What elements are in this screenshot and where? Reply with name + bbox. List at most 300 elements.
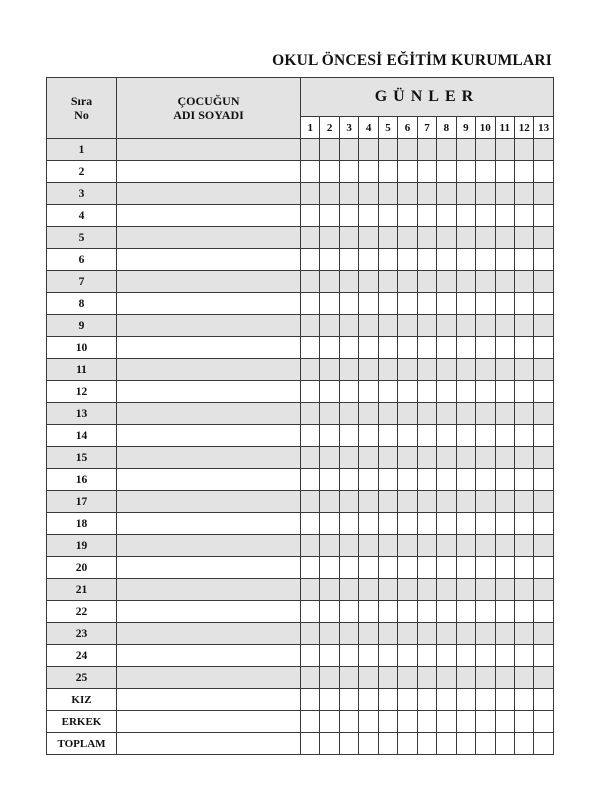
attendance-cell[interactable] bbox=[359, 579, 378, 601]
attendance-cell[interactable] bbox=[339, 381, 358, 403]
attendance-cell[interactable] bbox=[320, 293, 339, 315]
attendance-cell[interactable] bbox=[378, 425, 397, 447]
attendance-cell[interactable] bbox=[359, 359, 378, 381]
attendance-cell[interactable] bbox=[378, 623, 397, 645]
attendance-cell[interactable] bbox=[514, 601, 533, 623]
attendance-cell[interactable] bbox=[495, 271, 514, 293]
attendance-cell[interactable] bbox=[398, 359, 417, 381]
attendance-cell[interactable] bbox=[476, 359, 495, 381]
attendance-cell[interactable] bbox=[534, 469, 553, 491]
summary-count-cell[interactable] bbox=[339, 689, 358, 711]
attendance-cell[interactable] bbox=[456, 227, 475, 249]
attendance-cell[interactable] bbox=[456, 469, 475, 491]
attendance-cell[interactable] bbox=[320, 139, 339, 161]
attendance-cell[interactable] bbox=[495, 447, 514, 469]
attendance-cell[interactable] bbox=[378, 535, 397, 557]
attendance-cell[interactable] bbox=[301, 557, 320, 579]
attendance-cell[interactable] bbox=[301, 183, 320, 205]
attendance-cell[interactable] bbox=[476, 315, 495, 337]
attendance-cell[interactable] bbox=[301, 623, 320, 645]
attendance-cell[interactable] bbox=[514, 249, 533, 271]
child-name-cell[interactable] bbox=[117, 579, 301, 601]
attendance-cell[interactable] bbox=[301, 645, 320, 667]
attendance-cell[interactable] bbox=[514, 227, 533, 249]
summary-count-cell[interactable] bbox=[301, 689, 320, 711]
attendance-cell[interactable] bbox=[437, 271, 456, 293]
attendance-cell[interactable] bbox=[514, 513, 533, 535]
attendance-cell[interactable] bbox=[398, 601, 417, 623]
attendance-cell[interactable] bbox=[495, 491, 514, 513]
attendance-cell[interactable] bbox=[495, 183, 514, 205]
summary-count-cell[interactable] bbox=[417, 733, 436, 755]
child-name-cell[interactable] bbox=[117, 293, 301, 315]
attendance-cell[interactable] bbox=[495, 667, 514, 689]
attendance-cell[interactable] bbox=[398, 535, 417, 557]
attendance-cell[interactable] bbox=[456, 579, 475, 601]
attendance-cell[interactable] bbox=[495, 425, 514, 447]
attendance-cell[interactable] bbox=[514, 623, 533, 645]
child-name-cell[interactable] bbox=[117, 513, 301, 535]
child-name-cell[interactable] bbox=[117, 667, 301, 689]
attendance-cell[interactable] bbox=[456, 271, 475, 293]
attendance-cell[interactable] bbox=[320, 381, 339, 403]
attendance-cell[interactable] bbox=[456, 315, 475, 337]
attendance-cell[interactable] bbox=[398, 469, 417, 491]
attendance-cell[interactable] bbox=[476, 535, 495, 557]
attendance-cell[interactable] bbox=[514, 447, 533, 469]
attendance-cell[interactable] bbox=[534, 667, 553, 689]
attendance-cell[interactable] bbox=[476, 183, 495, 205]
attendance-cell[interactable] bbox=[339, 513, 358, 535]
attendance-cell[interactable] bbox=[378, 601, 397, 623]
attendance-cell[interactable] bbox=[339, 139, 358, 161]
attendance-cell[interactable] bbox=[495, 403, 514, 425]
attendance-cell[interactable] bbox=[534, 227, 553, 249]
attendance-cell[interactable] bbox=[301, 293, 320, 315]
attendance-cell[interactable] bbox=[378, 469, 397, 491]
attendance-cell[interactable] bbox=[417, 271, 436, 293]
summary-count-cell[interactable] bbox=[514, 711, 533, 733]
attendance-cell[interactable] bbox=[320, 359, 339, 381]
summary-name-cell[interactable] bbox=[117, 689, 301, 711]
attendance-cell[interactable] bbox=[437, 535, 456, 557]
attendance-cell[interactable] bbox=[514, 403, 533, 425]
attendance-cell[interactable] bbox=[456, 139, 475, 161]
attendance-cell[interactable] bbox=[534, 139, 553, 161]
attendance-cell[interactable] bbox=[339, 491, 358, 513]
attendance-cell[interactable] bbox=[301, 205, 320, 227]
attendance-cell[interactable] bbox=[417, 403, 436, 425]
attendance-cell[interactable] bbox=[476, 403, 495, 425]
attendance-cell[interactable] bbox=[417, 337, 436, 359]
summary-count-cell[interactable] bbox=[476, 733, 495, 755]
attendance-cell[interactable] bbox=[359, 557, 378, 579]
attendance-cell[interactable] bbox=[320, 557, 339, 579]
attendance-cell[interactable] bbox=[534, 623, 553, 645]
attendance-cell[interactable] bbox=[476, 667, 495, 689]
child-name-cell[interactable] bbox=[117, 623, 301, 645]
child-name-cell[interactable] bbox=[117, 381, 301, 403]
attendance-cell[interactable] bbox=[398, 315, 417, 337]
attendance-cell[interactable] bbox=[417, 315, 436, 337]
child-name-cell[interactable] bbox=[117, 447, 301, 469]
attendance-cell[interactable] bbox=[398, 425, 417, 447]
attendance-cell[interactable] bbox=[320, 469, 339, 491]
attendance-cell[interactable] bbox=[437, 645, 456, 667]
attendance-cell[interactable] bbox=[417, 183, 436, 205]
attendance-cell[interactable] bbox=[320, 249, 339, 271]
attendance-cell[interactable] bbox=[534, 535, 553, 557]
attendance-cell[interactable] bbox=[359, 139, 378, 161]
attendance-cell[interactable] bbox=[378, 337, 397, 359]
attendance-cell[interactable] bbox=[301, 469, 320, 491]
attendance-cell[interactable] bbox=[534, 161, 553, 183]
summary-count-cell[interactable] bbox=[476, 711, 495, 733]
attendance-cell[interactable] bbox=[534, 425, 553, 447]
attendance-cell[interactable] bbox=[437, 381, 456, 403]
summary-count-cell[interactable] bbox=[359, 689, 378, 711]
attendance-cell[interactable] bbox=[437, 359, 456, 381]
attendance-cell[interactable] bbox=[417, 249, 436, 271]
attendance-cell[interactable] bbox=[398, 623, 417, 645]
attendance-cell[interactable] bbox=[320, 161, 339, 183]
attendance-cell[interactable] bbox=[301, 513, 320, 535]
attendance-cell[interactable] bbox=[437, 667, 456, 689]
attendance-cell[interactable] bbox=[398, 337, 417, 359]
attendance-cell[interactable] bbox=[417, 557, 436, 579]
attendance-cell[interactable] bbox=[514, 667, 533, 689]
attendance-cell[interactable] bbox=[476, 623, 495, 645]
attendance-cell[interactable] bbox=[417, 161, 436, 183]
attendance-cell[interactable] bbox=[417, 667, 436, 689]
attendance-cell[interactable] bbox=[534, 491, 553, 513]
attendance-cell[interactable] bbox=[398, 249, 417, 271]
attendance-cell[interactable] bbox=[514, 425, 533, 447]
attendance-cell[interactable] bbox=[476, 205, 495, 227]
attendance-cell[interactable] bbox=[359, 645, 378, 667]
child-name-cell[interactable] bbox=[117, 469, 301, 491]
child-name-cell[interactable] bbox=[117, 557, 301, 579]
attendance-cell[interactable] bbox=[339, 601, 358, 623]
summary-name-cell[interactable] bbox=[117, 711, 301, 733]
attendance-cell[interactable] bbox=[514, 645, 533, 667]
attendance-cell[interactable] bbox=[378, 139, 397, 161]
attendance-cell[interactable] bbox=[437, 293, 456, 315]
attendance-cell[interactable] bbox=[534, 579, 553, 601]
attendance-cell[interactable] bbox=[320, 447, 339, 469]
child-name-cell[interactable] bbox=[117, 403, 301, 425]
attendance-cell[interactable] bbox=[476, 447, 495, 469]
summary-count-cell[interactable] bbox=[495, 733, 514, 755]
attendance-cell[interactable] bbox=[495, 161, 514, 183]
attendance-cell[interactable] bbox=[320, 491, 339, 513]
attendance-cell[interactable] bbox=[437, 315, 456, 337]
summary-count-cell[interactable] bbox=[301, 733, 320, 755]
attendance-cell[interactable] bbox=[495, 337, 514, 359]
attendance-cell[interactable] bbox=[417, 359, 436, 381]
attendance-cell[interactable] bbox=[437, 557, 456, 579]
attendance-cell[interactable] bbox=[378, 183, 397, 205]
attendance-cell[interactable] bbox=[476, 601, 495, 623]
attendance-cell[interactable] bbox=[320, 403, 339, 425]
attendance-cell[interactable] bbox=[514, 161, 533, 183]
attendance-cell[interactable] bbox=[437, 161, 456, 183]
attendance-cell[interactable] bbox=[476, 425, 495, 447]
summary-count-cell[interactable] bbox=[320, 711, 339, 733]
attendance-cell[interactable] bbox=[495, 623, 514, 645]
attendance-cell[interactable] bbox=[320, 205, 339, 227]
attendance-cell[interactable] bbox=[301, 667, 320, 689]
attendance-cell[interactable] bbox=[398, 491, 417, 513]
attendance-cell[interactable] bbox=[359, 491, 378, 513]
child-name-cell[interactable] bbox=[117, 205, 301, 227]
attendance-cell[interactable] bbox=[534, 205, 553, 227]
attendance-cell[interactable] bbox=[359, 205, 378, 227]
summary-count-cell[interactable] bbox=[456, 689, 475, 711]
attendance-cell[interactable] bbox=[398, 557, 417, 579]
attendance-cell[interactable] bbox=[398, 293, 417, 315]
attendance-cell[interactable] bbox=[476, 557, 495, 579]
attendance-cell[interactable] bbox=[495, 579, 514, 601]
attendance-cell[interactable] bbox=[339, 161, 358, 183]
child-name-cell[interactable] bbox=[117, 337, 301, 359]
attendance-cell[interactable] bbox=[378, 513, 397, 535]
attendance-cell[interactable] bbox=[320, 183, 339, 205]
attendance-cell[interactable] bbox=[476, 645, 495, 667]
attendance-cell[interactable] bbox=[301, 579, 320, 601]
attendance-cell[interactable] bbox=[417, 293, 436, 315]
attendance-cell[interactable] bbox=[456, 293, 475, 315]
attendance-cell[interactable] bbox=[437, 249, 456, 271]
attendance-cell[interactable] bbox=[456, 645, 475, 667]
attendance-cell[interactable] bbox=[456, 183, 475, 205]
attendance-cell[interactable] bbox=[339, 271, 358, 293]
summary-count-cell[interactable] bbox=[359, 711, 378, 733]
attendance-cell[interactable] bbox=[320, 667, 339, 689]
attendance-cell[interactable] bbox=[359, 227, 378, 249]
summary-count-cell[interactable] bbox=[437, 711, 456, 733]
attendance-cell[interactable] bbox=[378, 249, 397, 271]
summary-count-cell[interactable] bbox=[437, 689, 456, 711]
child-name-cell[interactable] bbox=[117, 271, 301, 293]
attendance-cell[interactable] bbox=[398, 139, 417, 161]
attendance-cell[interactable] bbox=[476, 293, 495, 315]
attendance-cell[interactable] bbox=[514, 205, 533, 227]
attendance-cell[interactable] bbox=[456, 359, 475, 381]
attendance-cell[interactable] bbox=[398, 271, 417, 293]
attendance-cell[interactable] bbox=[378, 227, 397, 249]
attendance-cell[interactable] bbox=[301, 271, 320, 293]
attendance-cell[interactable] bbox=[437, 403, 456, 425]
attendance-cell[interactable] bbox=[514, 579, 533, 601]
attendance-cell[interactable] bbox=[437, 447, 456, 469]
attendance-cell[interactable] bbox=[456, 601, 475, 623]
summary-count-cell[interactable] bbox=[534, 733, 553, 755]
attendance-cell[interactable] bbox=[514, 557, 533, 579]
attendance-cell[interactable] bbox=[359, 425, 378, 447]
attendance-cell[interactable] bbox=[398, 579, 417, 601]
attendance-cell[interactable] bbox=[534, 183, 553, 205]
attendance-cell[interactable] bbox=[417, 469, 436, 491]
attendance-cell[interactable] bbox=[398, 227, 417, 249]
attendance-cell[interactable] bbox=[514, 535, 533, 557]
attendance-cell[interactable] bbox=[456, 337, 475, 359]
attendance-cell[interactable] bbox=[359, 381, 378, 403]
attendance-cell[interactable] bbox=[437, 579, 456, 601]
summary-count-cell[interactable] bbox=[320, 689, 339, 711]
attendance-cell[interactable] bbox=[437, 183, 456, 205]
attendance-cell[interactable] bbox=[437, 425, 456, 447]
attendance-cell[interactable] bbox=[534, 447, 553, 469]
attendance-cell[interactable] bbox=[359, 293, 378, 315]
attendance-cell[interactable] bbox=[378, 205, 397, 227]
attendance-cell[interactable] bbox=[514, 183, 533, 205]
attendance-cell[interactable] bbox=[339, 403, 358, 425]
attendance-cell[interactable] bbox=[359, 447, 378, 469]
attendance-cell[interactable] bbox=[339, 623, 358, 645]
child-name-cell[interactable] bbox=[117, 161, 301, 183]
attendance-cell[interactable] bbox=[514, 337, 533, 359]
attendance-cell[interactable] bbox=[417, 623, 436, 645]
attendance-cell[interactable] bbox=[514, 315, 533, 337]
attendance-cell[interactable] bbox=[320, 579, 339, 601]
summary-count-cell[interactable] bbox=[339, 733, 358, 755]
attendance-cell[interactable] bbox=[495, 315, 514, 337]
attendance-cell[interactable] bbox=[359, 249, 378, 271]
attendance-cell[interactable] bbox=[359, 271, 378, 293]
attendance-cell[interactable] bbox=[339, 183, 358, 205]
attendance-cell[interactable] bbox=[320, 645, 339, 667]
attendance-cell[interactable] bbox=[301, 425, 320, 447]
attendance-cell[interactable] bbox=[301, 315, 320, 337]
child-name-cell[interactable] bbox=[117, 425, 301, 447]
attendance-cell[interactable] bbox=[456, 161, 475, 183]
attendance-cell[interactable] bbox=[437, 337, 456, 359]
attendance-cell[interactable] bbox=[476, 271, 495, 293]
attendance-cell[interactable] bbox=[417, 601, 436, 623]
attendance-cell[interactable] bbox=[514, 139, 533, 161]
attendance-cell[interactable] bbox=[339, 249, 358, 271]
attendance-cell[interactable] bbox=[476, 249, 495, 271]
child-name-cell[interactable] bbox=[117, 601, 301, 623]
attendance-cell[interactable] bbox=[456, 557, 475, 579]
attendance-cell[interactable] bbox=[456, 403, 475, 425]
attendance-cell[interactable] bbox=[476, 161, 495, 183]
summary-count-cell[interactable] bbox=[320, 733, 339, 755]
summary-count-cell[interactable] bbox=[398, 733, 417, 755]
attendance-cell[interactable] bbox=[514, 293, 533, 315]
attendance-cell[interactable] bbox=[339, 337, 358, 359]
attendance-cell[interactable] bbox=[398, 447, 417, 469]
attendance-cell[interactable] bbox=[339, 293, 358, 315]
child-name-cell[interactable] bbox=[117, 315, 301, 337]
attendance-cell[interactable] bbox=[495, 645, 514, 667]
child-name-cell[interactable] bbox=[117, 227, 301, 249]
attendance-cell[interactable] bbox=[534, 359, 553, 381]
summary-count-cell[interactable] bbox=[514, 733, 533, 755]
attendance-cell[interactable] bbox=[534, 381, 553, 403]
attendance-cell[interactable] bbox=[339, 667, 358, 689]
attendance-cell[interactable] bbox=[495, 557, 514, 579]
attendance-cell[interactable] bbox=[378, 557, 397, 579]
summary-count-cell[interactable] bbox=[534, 711, 553, 733]
summary-count-cell[interactable] bbox=[378, 733, 397, 755]
attendance-cell[interactable] bbox=[534, 337, 553, 359]
attendance-cell[interactable] bbox=[437, 139, 456, 161]
attendance-cell[interactable] bbox=[359, 161, 378, 183]
child-name-cell[interactable] bbox=[117, 249, 301, 271]
attendance-cell[interactable] bbox=[359, 469, 378, 491]
attendance-cell[interactable] bbox=[378, 491, 397, 513]
attendance-cell[interactable] bbox=[456, 513, 475, 535]
attendance-cell[interactable] bbox=[301, 601, 320, 623]
attendance-cell[interactable] bbox=[320, 315, 339, 337]
attendance-cell[interactable] bbox=[320, 513, 339, 535]
summary-count-cell[interactable] bbox=[417, 689, 436, 711]
attendance-cell[interactable] bbox=[378, 293, 397, 315]
attendance-cell[interactable] bbox=[417, 205, 436, 227]
attendance-cell[interactable] bbox=[301, 359, 320, 381]
attendance-cell[interactable] bbox=[495, 381, 514, 403]
attendance-cell[interactable] bbox=[359, 535, 378, 557]
attendance-cell[interactable] bbox=[476, 469, 495, 491]
attendance-cell[interactable] bbox=[378, 447, 397, 469]
attendance-cell[interactable] bbox=[495, 205, 514, 227]
attendance-cell[interactable] bbox=[417, 139, 436, 161]
attendance-cell[interactable] bbox=[339, 227, 358, 249]
attendance-cell[interactable] bbox=[339, 359, 358, 381]
attendance-cell[interactable] bbox=[339, 557, 358, 579]
attendance-cell[interactable] bbox=[320, 535, 339, 557]
attendance-cell[interactable] bbox=[437, 513, 456, 535]
attendance-cell[interactable] bbox=[398, 645, 417, 667]
attendance-cell[interactable] bbox=[359, 667, 378, 689]
attendance-cell[interactable] bbox=[301, 337, 320, 359]
attendance-cell[interactable] bbox=[417, 645, 436, 667]
attendance-cell[interactable] bbox=[417, 535, 436, 557]
attendance-cell[interactable] bbox=[456, 249, 475, 271]
attendance-cell[interactable] bbox=[339, 425, 358, 447]
attendance-cell[interactable] bbox=[456, 491, 475, 513]
summary-count-cell[interactable] bbox=[378, 689, 397, 711]
attendance-cell[interactable] bbox=[339, 579, 358, 601]
attendance-cell[interactable] bbox=[495, 601, 514, 623]
attendance-cell[interactable] bbox=[378, 315, 397, 337]
attendance-cell[interactable] bbox=[359, 601, 378, 623]
attendance-cell[interactable] bbox=[456, 381, 475, 403]
attendance-cell[interactable] bbox=[417, 491, 436, 513]
attendance-cell[interactable] bbox=[476, 227, 495, 249]
attendance-cell[interactable] bbox=[359, 623, 378, 645]
attendance-cell[interactable] bbox=[495, 359, 514, 381]
attendance-cell[interactable] bbox=[417, 381, 436, 403]
child-name-cell[interactable] bbox=[117, 645, 301, 667]
attendance-cell[interactable] bbox=[456, 425, 475, 447]
attendance-cell[interactable] bbox=[514, 381, 533, 403]
child-name-cell[interactable] bbox=[117, 491, 301, 513]
attendance-cell[interactable] bbox=[456, 535, 475, 557]
attendance-cell[interactable] bbox=[359, 513, 378, 535]
attendance-cell[interactable] bbox=[534, 513, 553, 535]
attendance-cell[interactable] bbox=[339, 447, 358, 469]
attendance-cell[interactable] bbox=[301, 535, 320, 557]
attendance-cell[interactable] bbox=[437, 491, 456, 513]
attendance-cell[interactable] bbox=[417, 447, 436, 469]
summary-count-cell[interactable] bbox=[437, 733, 456, 755]
attendance-cell[interactable] bbox=[398, 205, 417, 227]
attendance-cell[interactable] bbox=[514, 271, 533, 293]
attendance-cell[interactable] bbox=[339, 205, 358, 227]
